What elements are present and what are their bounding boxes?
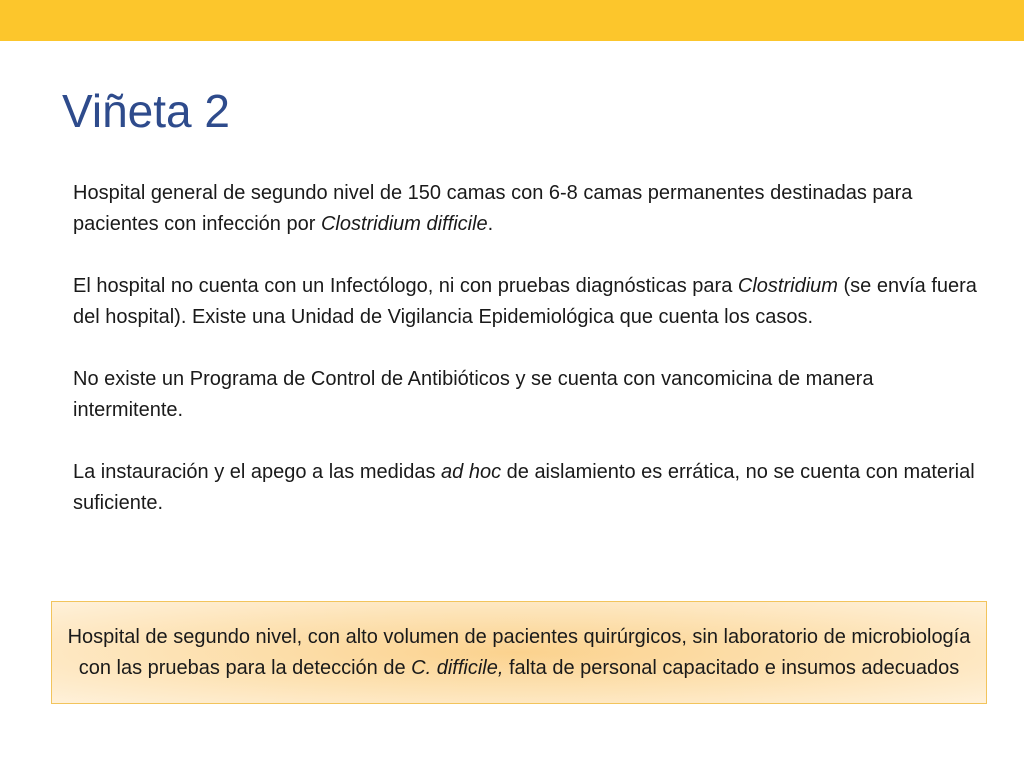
paragraph-diagnostics [73,271,978,333]
organism-name: Clostridium [737,275,838,297]
summary-text [58,622,980,684]
paragraph-text: Hospital general de segundo nivel de 150 camas con 6-8 camas permanentes destinadas para pacientes con infección por [73,182,913,235]
paragraph-text: No existe un Programa de Control de Antibióticos y se cuenta con vancomicina de manera intermitente. [73,368,874,421]
paragraph-text: . [487,213,494,235]
slide-body [73,178,978,519]
summary-part: Hospital de segundo nivel, con alto volumen de pacientes quirúrgicos, sin laboratorio de microbiología con las pruebas para la detección de [67,625,971,679]
organism-name: Clostridium difficile [320,213,488,235]
paragraph-isolation [73,457,978,519]
slide-title: Viñeta 2 [62,85,230,137]
paragraph-text: La instauración y el apego a las medidas [73,461,442,483]
paragraph-hospital-description [73,178,978,240]
organism-name: C. difficile, [411,656,504,679]
paragraph-text: (se envía fuera del hospital). Existe una Unidad de Vigilancia Epidemiológica que cuenta los casos. [73,275,977,328]
summary-part: falta de personal capacitado e insumos adecuados [503,656,960,679]
paragraph-text: El hospital no cuenta con un Infectólogo, ni con pruebas diagnósticas para [73,275,738,297]
summary-box [51,601,987,704]
latin-phrase: ad hoc [441,461,502,483]
top-accent-bar [0,0,1024,41]
paragraph-text: de aislamiento es errática, no se cuenta con material suficiente. [73,461,975,514]
paragraph-antibiotics [73,364,978,426]
